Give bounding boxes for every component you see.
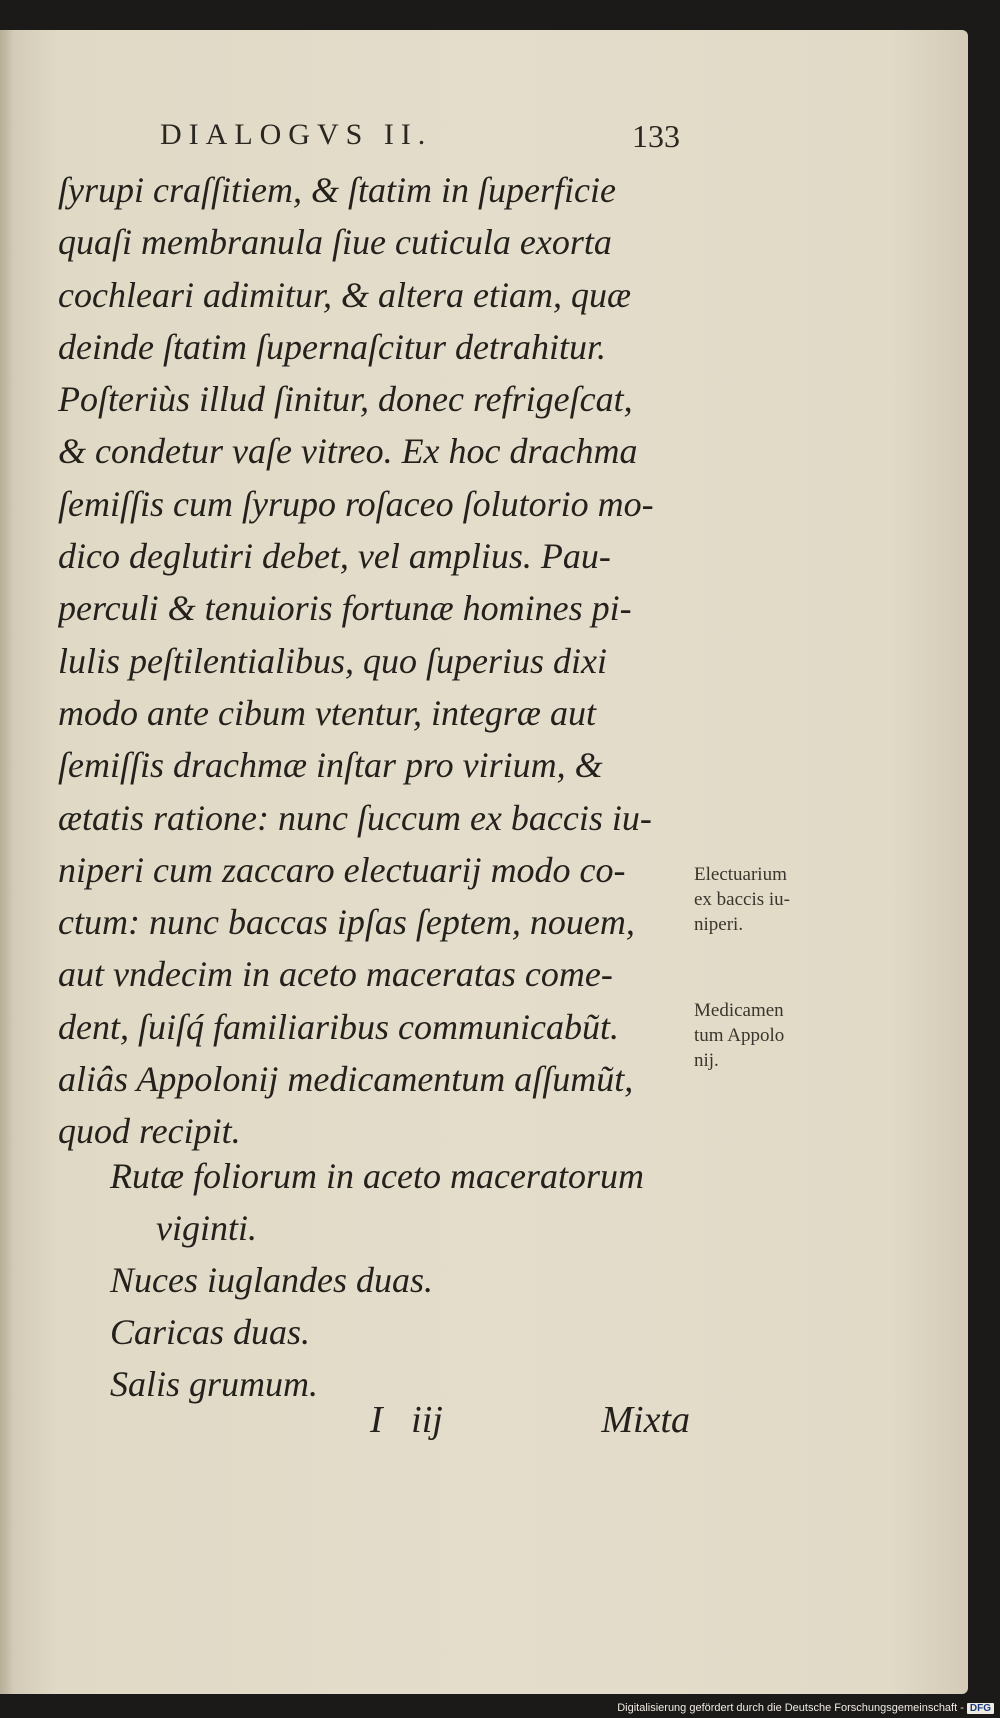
text-line: & condetur vaſe vitreo. Ex hoc drachma: [58, 431, 638, 472]
text-line: dico deglutiri debet, vel amplius. Pau-: [58, 536, 611, 577]
marginal-note-line: ex baccis iu-: [694, 889, 791, 910]
text-line: niperi cum zaccaro electuarij modo co-: [58, 849, 626, 890]
text-line: deinde ſtatim ſupernaſcitur detrahitur.: [58, 326, 606, 367]
marginal-note-line: Medicamen: [694, 1000, 784, 1021]
running-header: [160, 118, 680, 158]
recipe-list: [110, 1150, 690, 1410]
text-line: ætatis ratione: nunc ſuccum ex baccis iu-: [58, 797, 652, 838]
text-line: ſemiſſis drachmæ inſtar pro virium, &: [58, 745, 603, 786]
marginal-note-line: nij.: [694, 1050, 719, 1071]
book-page: [0, 30, 968, 1694]
marginal-note-medicamentum: [694, 998, 844, 1073]
page-footer: [360, 1398, 690, 1448]
text-line: Poſteriùs illud ſinitur, donec refrigeſcat,: [58, 379, 633, 420]
dfg-logo: DFG: [967, 1703, 994, 1714]
text-line: quod recipit.: [58, 1111, 241, 1152]
recipe-item: Caricas duas.: [110, 1312, 311, 1352]
recipe-item: viginti.: [156, 1208, 257, 1248]
marginal-note-line: Electuarium: [694, 864, 787, 885]
text-line: cochleari adimitur, & altera etiam, quæ: [58, 274, 631, 315]
marginal-note-electuarium: [694, 862, 844, 937]
text-line: dent, ſuiſq́ familiaribus communicabũt.: [58, 1006, 619, 1047]
text-line: aliâs Appolonij medicamentum aſſumũt,: [58, 1059, 634, 1100]
text-line: perculi & tenuioris fortunæ homines pi-: [58, 588, 632, 629]
signature-mark: I iij: [370, 1399, 443, 1441]
body-text: [58, 164, 688, 1158]
text-line: modo ante cibum vtentur, integræ aut: [58, 692, 596, 733]
text-line: quaſi membranula ſiue cuticula exorta: [58, 222, 612, 263]
credit-text: Digitalisierung gefördert durch die Deutsche Forschungsgemeinschaft -: [617, 1702, 964, 1714]
marginal-note-line: niperi.: [694, 914, 744, 935]
recipe-item: Salis grumum.: [110, 1364, 319, 1404]
recipe-item: Nuces iuglandes duas.: [110, 1260, 433, 1300]
marginal-note-line: tum Appolo: [694, 1025, 785, 1046]
text-line: ſyrupi craſſitiem, & ſtatim in ſuperficie: [58, 170, 616, 210]
text-line: lulis peſtilentialibus, quo ſuperius dixi: [58, 640, 607, 681]
digitization-credit: [617, 1702, 994, 1714]
text-line: ſemiſſis cum ſyrupo roſaceo ſolutorio mo-: [58, 483, 654, 524]
page-number: 133: [632, 118, 680, 154]
text-line: ctum: nunc baccas ipſas ſeptem, nouem,: [58, 902, 635, 943]
text-line: aut vndecim in aceto maceratas come-: [58, 954, 613, 995]
running-title: DIALOGVS II.: [160, 118, 433, 151]
catchword: Mixta: [601, 1399, 690, 1441]
recipe-item: Rutæ foliorum in aceto maceratorum: [110, 1156, 644, 1196]
